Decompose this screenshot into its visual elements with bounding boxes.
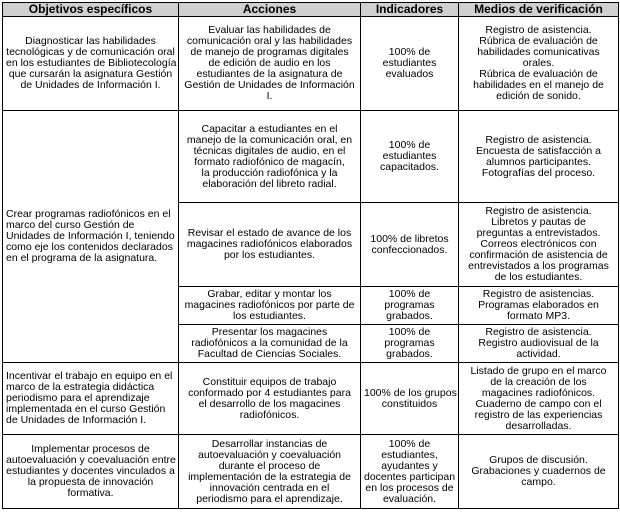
header-medios: Medios de verificación: [459, 3, 619, 17]
objective-cell: Crear programas radiofónicos en el marco del curso Gestión de Unidades de Información I, teniendo como eje los contenidos declarados en el programa de la asignatura.: [3, 111, 179, 363]
action-cell: Constituir equipos de trabajo conformado por 4 estudiantes para el desarrollo de los magacines radiofónicos.: [179, 363, 361, 435]
action-cell: Evaluar las habilidades de comunicación oral y las habilidades de manejo de programas digitales de edición de audio en los estudiantes de la asignatura de Gestión de Unidades de Información I.: [179, 17, 361, 111]
indicator-cell: 100% de los grupos constituidos: [361, 363, 459, 435]
verification-cell: Registro de asistencia. Libretos y pautas de preguntas a entrevistados. Correos electrónicos con confirmación de asistencia de entrevistados a los programas de los estudiantes.: [459, 203, 619, 287]
action-cell: Desarrollar instancias de autoevaluación y coevaluación durante el proceso de implementación de la estrategia de innovación centrada en el periodismo para el aprendizaje.: [179, 435, 361, 509]
table-row: [3, 111, 619, 203]
header-acciones: Acciones: [179, 3, 361, 17]
indicator-cell: 100% de estudiantes, ayudantes y docentes participan en los procesos de evaluación.: [361, 435, 459, 509]
verification-cell: Registro de asistencia. Encuesta de satisfacción a alumnos participantes. Fotografías del proceso.: [459, 111, 619, 203]
action-cell: Revisar el estado de avance de los magacines radiofónicos elaborados por los estudiantes.: [179, 203, 361, 287]
action-cell: Grabar, editar y montar los magacines radiofónicos por parte de los estudiantes.: [179, 287, 361, 325]
verification-cell: Registro de asistencia. Rúbrica de evaluación de habilidades comunicativas orales. Rúbrica de evaluación de habilidades en el manejo de edición de sonido.: [459, 17, 619, 111]
verification-cell: Registro de asistencias. Programas elaborados en formato MP3.: [459, 287, 619, 325]
header-indicadores: Indicadores: [361, 3, 459, 17]
objectives-table: [2, 2, 619, 509]
verification-cell: Grupos de discusión. Grabaciones y cuadernos de campo.: [459, 435, 619, 509]
header-objetivos: Objetivos específicos: [3, 3, 179, 17]
indicator-cell: 100% de programas grabados.: [361, 325, 459, 363]
table-row: [3, 435, 619, 509]
table-row: [3, 363, 619, 435]
indicator-cell: 100% de estudiantes evaluados: [361, 17, 459, 111]
header-row: [3, 3, 619, 17]
table-row: [3, 17, 619, 111]
verification-cell: Registro de asistencia. Registro audiovisual de la actividad.: [459, 325, 619, 363]
objective-cell: Incentivar el trabajo en equipo en el marco de la estrategia didáctica periodismo para el aprendizaje implementada en el curso Gestión de Unidades de Información I.: [3, 363, 179, 435]
objective-cell: Diagnosticar las habilidades tecnológicas y de comunicación oral en los estudiantes de Bibliotecología que cursarán la asignatura Gestión de Unidades de Información I.: [3, 17, 179, 111]
action-cell: Capacitar a estudiantes en el manejo de la comunicación oral, en técnicas digitales de audio, en el formato radiofónico de magacín, la producción radiofónica y la elaboración del libreto radial.: [179, 111, 361, 203]
objectives-table-container: [2, 2, 619, 509]
indicator-cell: 100% de libretos confeccionados.: [361, 203, 459, 287]
verification-cell: Listado de grupo en el marco de la creación de los magacines radiofónicos. Cuaderno de campo con el registro de las experiencias desarrolladas.: [459, 363, 619, 435]
action-cell: Presentar los magacines radiofónicos a la comunidad de la Facultad de Ciencias Sociales.: [179, 325, 361, 363]
objective-cell: Implementar procesos de autoevaluación y coevaluación entre estudiantes y docentes vinculados a la propuesta de innovación formativa.: [3, 435, 179, 509]
indicator-cell: 100% de estudiantes capacitados.: [361, 111, 459, 203]
indicator-cell: 100% de programas grabados.: [361, 287, 459, 325]
